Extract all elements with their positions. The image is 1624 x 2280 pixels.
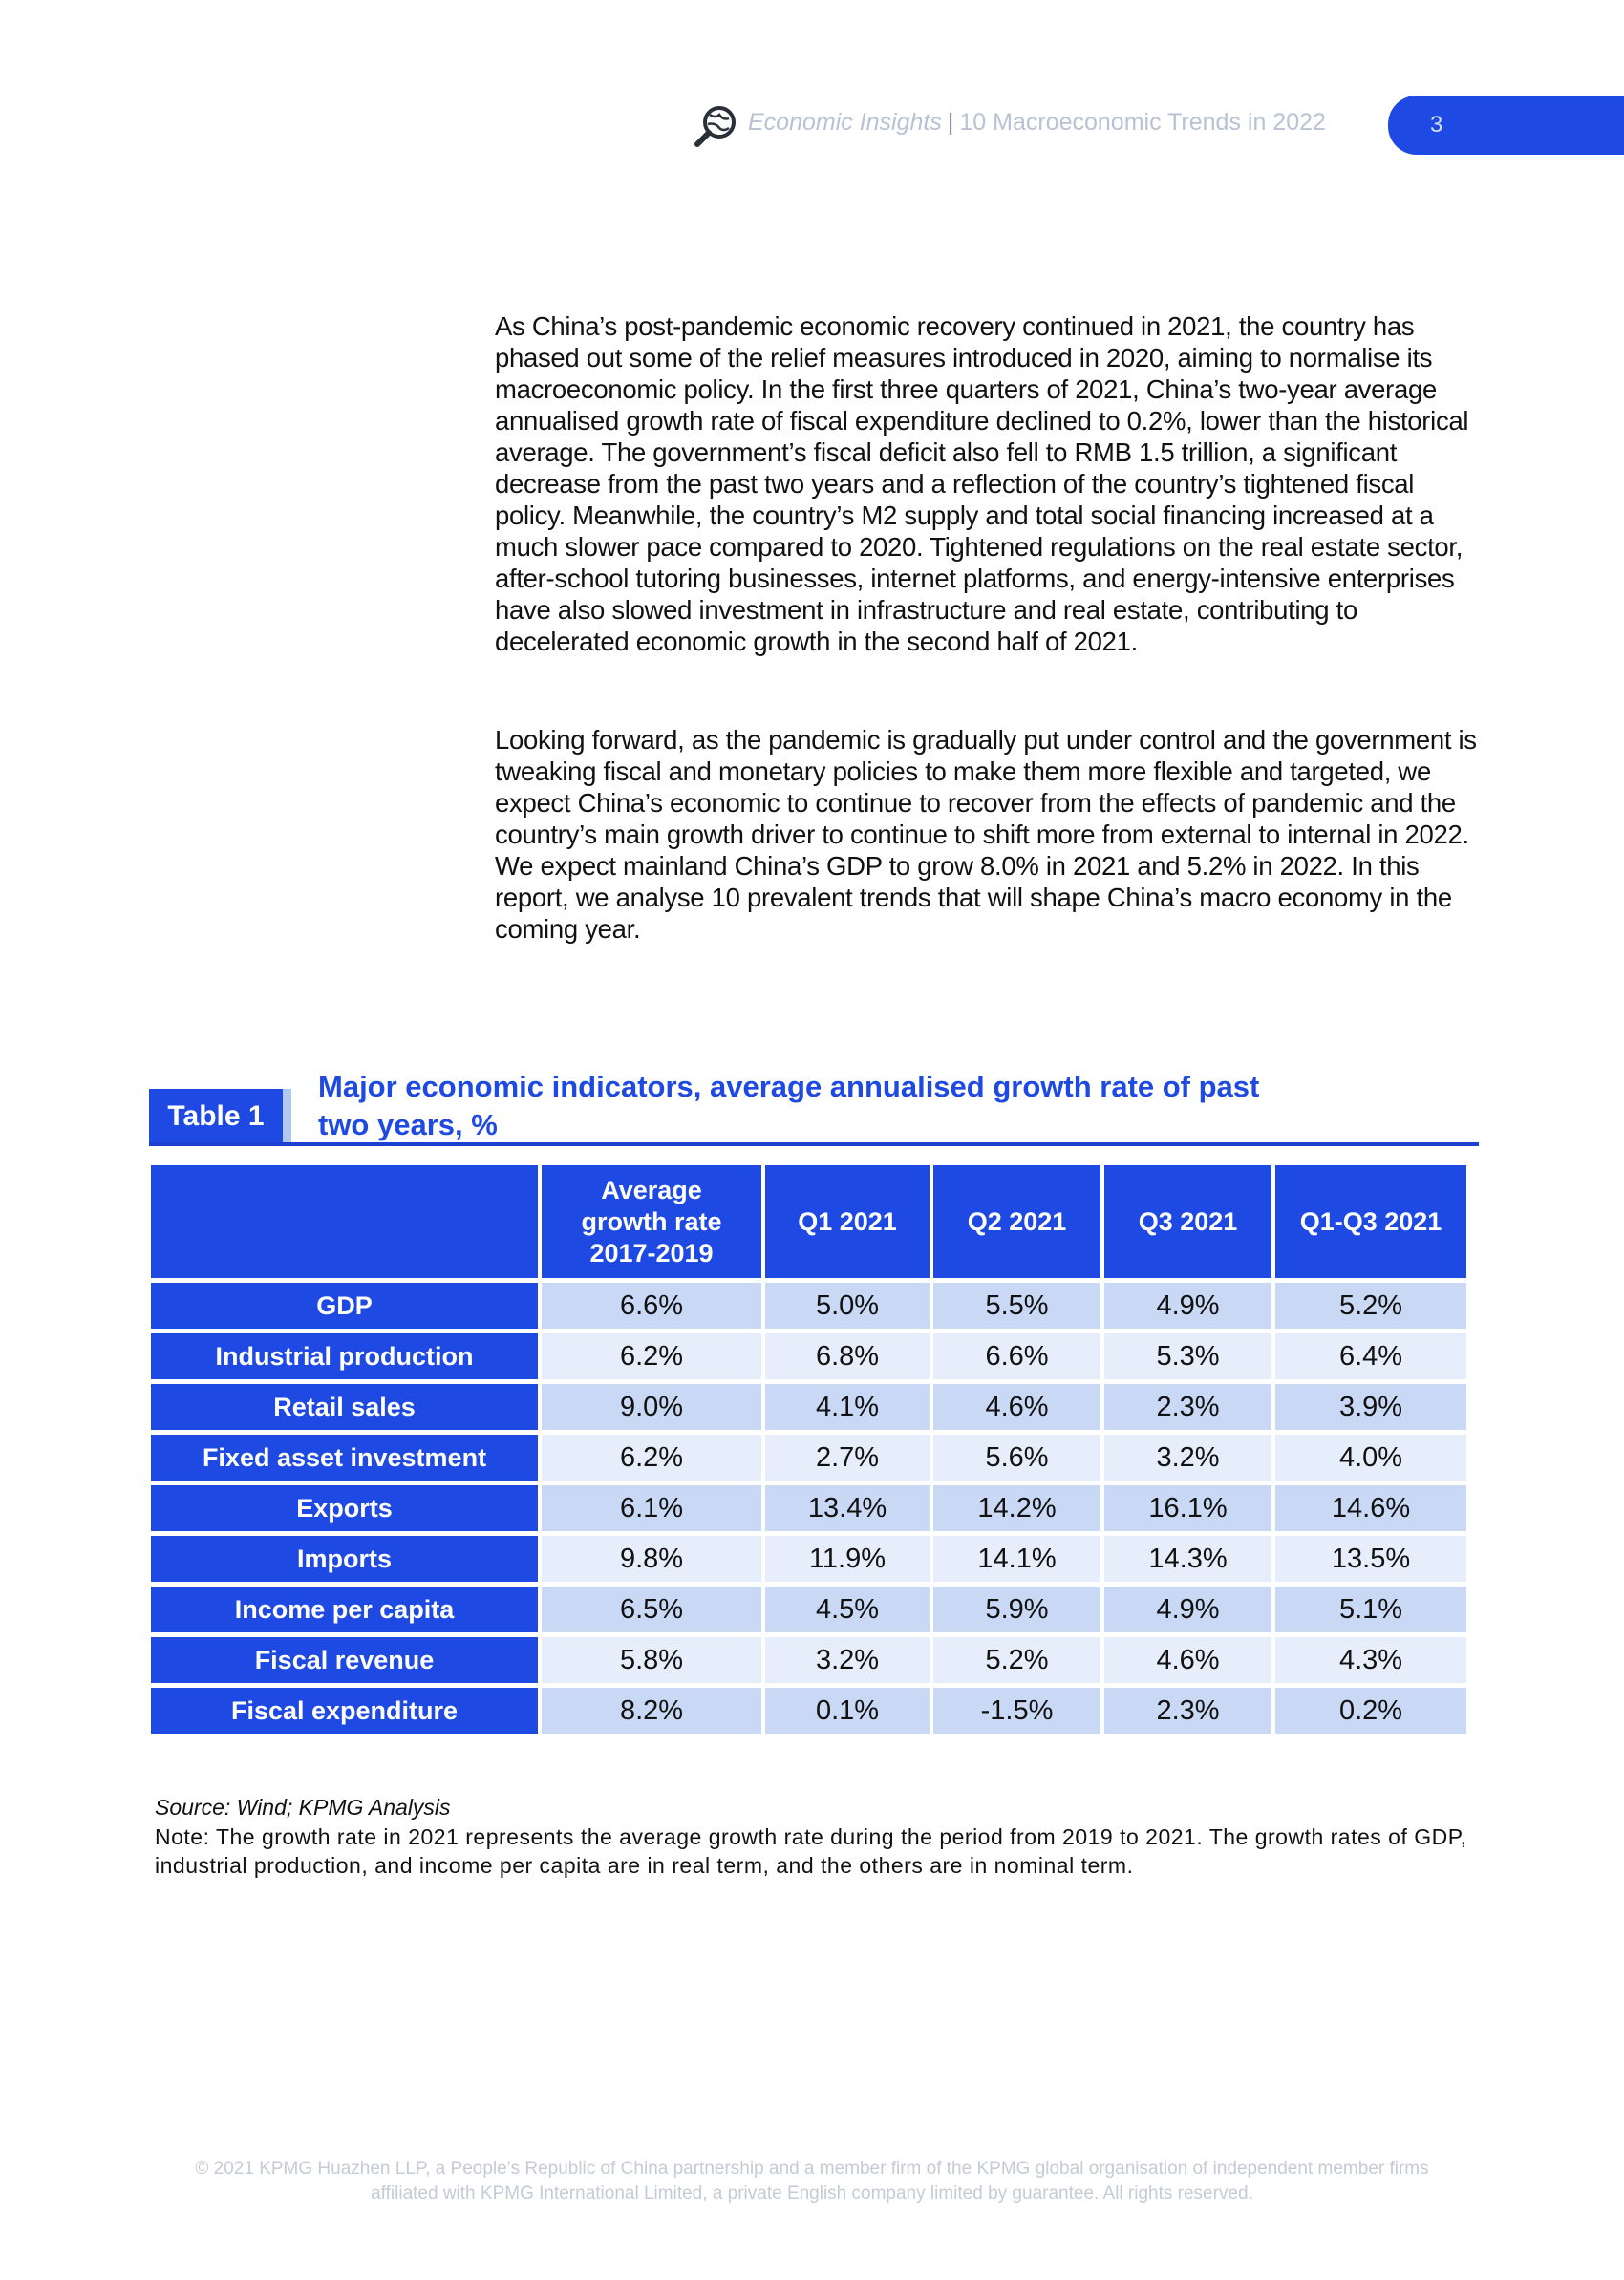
table-cell: 4.6% (1104, 1637, 1271, 1683)
table-cell: 3.2% (765, 1637, 930, 1683)
table-cell: 5.2% (933, 1637, 1100, 1683)
page-header (693, 96, 1624, 155)
table-cell: 0.2% (1275, 1688, 1466, 1734)
table-cell: 5.8% (542, 1637, 761, 1683)
column-header: Q2 2021 (933, 1165, 1100, 1278)
table-cell: 5.6% (933, 1435, 1100, 1481)
publication-name: Economic Insights (748, 109, 942, 136)
magnifier-globe-icon (693, 103, 738, 149)
row-label: Fixed asset investment (151, 1435, 538, 1481)
table-cell: 6.2% (542, 1333, 761, 1379)
column-header: Average growth rate 2017-2019 (542, 1165, 761, 1278)
table-row (151, 1283, 1466, 1329)
table-title: Major economic indicators, average annualised growth rate of past two years, % (318, 1070, 1260, 1141)
table-cell: 5.2% (1275, 1283, 1466, 1329)
table-cell: 6.4% (1275, 1333, 1466, 1379)
table-cell: 16.1% (1104, 1485, 1271, 1531)
table-cell: 0.1% (765, 1688, 930, 1734)
table-header-row (151, 1165, 1466, 1278)
body-paragraph-1: As China’s post-pandemic economic recovery continued in 2021, the country has phased out some of the relief measures introduced in 2020, aiming to normalise its macroeconomic policy. In the first three quarters of 2021, China’s two-year average annualised growth rate of fiscal expenditure declined to 0.2%, lower than the historical average. The government’s fiscal deficit also fell to RMB 1.5 trillion, a significant decrease from the past two years and a reflection of the country’s tightened fiscal policy. Meanwhile, the country’s M2 supply and total social financing increased at a much slower pace compared to 2020. Tightened regulations on the real estate sector, after-school tutoring businesses, internet platforms, and energy-intensive enterprises have also slowed investment in infrastructure and real estate, contributing to decelerated economic growth in the second half of 2021. (495, 311, 1469, 656)
table-cell: 4.1% (765, 1384, 930, 1430)
table-cell: 6.6% (542, 1283, 761, 1329)
table-cell: 9.0% (542, 1384, 761, 1430)
table-cell: 6.6% (933, 1333, 1100, 1379)
table-row (151, 1333, 1466, 1379)
body-paragraph-2: Looking forward, as the pandemic is gradually put under control and the government is tweaking fiscal and monetary policies to make them more flexible and targeted, we expect China’s economic to continue to recover from the effects of pandemic and the country’s main growth driver to continue to shift more from external to internal in 2022. We expect mainland China’s GDP to grow 8.0% in 2021 and 5.2% in 2022. In this report, we analyse 10 prevalent trends that will shape China’s macro economy in the coming year. (495, 725, 1477, 944)
table-cell: 4.9% (1104, 1587, 1271, 1632)
table-row (151, 1688, 1466, 1734)
table-cell: 11.9% (765, 1536, 930, 1582)
table-cell: 2.3% (1104, 1384, 1271, 1430)
table-row (151, 1637, 1466, 1683)
copyright-line-2: affiliated with KPMG International Limited, a private English company limited by guarantee. All rights reserved. (371, 2184, 1253, 2204)
indicators-table (147, 1161, 1470, 1738)
row-label: GDP (151, 1283, 538, 1329)
table-row (151, 1435, 1466, 1481)
table-cell: 4.6% (933, 1384, 1100, 1430)
table-cell: 5.0% (765, 1283, 930, 1329)
copyright-line-1: © 2021 KPMG Huazhen LLP, a People’s Republic of China partnership and a member firm of the KPMG global organisation of independent member firms (195, 2159, 1429, 2179)
row-label: Fiscal revenue (151, 1637, 538, 1683)
table-note: Note: The growth rate in 2021 represents the average growth rate during the period from 2019 to 2021. The growth rates of GDP, industrial production, and income per capita are in real term, and the others are in nominal term. (155, 1824, 1467, 1878)
row-label: Exports (151, 1485, 538, 1531)
table-cell: 14.2% (933, 1485, 1100, 1531)
column-header: Q1-Q3 2021 (1275, 1165, 1466, 1278)
table-cell: 5.1% (1275, 1587, 1466, 1632)
row-label: Retail sales (151, 1384, 538, 1430)
table-row (151, 1587, 1466, 1632)
row-label: Fiscal expenditure (151, 1688, 538, 1734)
row-label: Imports (151, 1536, 538, 1582)
column-header: Q3 2021 (1104, 1165, 1271, 1278)
table-cell: 14.3% (1104, 1536, 1271, 1582)
table-cell: 5.9% (933, 1587, 1100, 1632)
page-number: 3 (1388, 96, 1624, 155)
column-header: Q1 2021 (765, 1165, 930, 1278)
table-cell: 6.1% (542, 1485, 761, 1531)
table-source: Source: Wind; KPMG Analysis (155, 1795, 451, 1820)
table-cell: 2.3% (1104, 1688, 1271, 1734)
report-title: 10 Macroeconomic Trends in 2022 (959, 109, 1326, 136)
table-cell: 6.5% (542, 1587, 761, 1632)
table-cell: 9.8% (542, 1536, 761, 1582)
table-label: Table 1 (149, 1089, 283, 1144)
row-label: Industrial production (151, 1333, 538, 1379)
table-cell: 4.0% (1275, 1435, 1466, 1481)
header-title: Economic Insights | 10 Macroeconomic Trends in 2022 (748, 109, 1326, 136)
table-row (151, 1485, 1466, 1531)
table-row (151, 1384, 1466, 1430)
table-cell: 6.8% (765, 1333, 930, 1379)
table-cell: 5.5% (933, 1283, 1100, 1329)
table-cell: 3.2% (1104, 1435, 1271, 1481)
table-cell: -1.5% (933, 1688, 1100, 1734)
table-cell: 8.2% (542, 1688, 761, 1734)
table-cell: 3.9% (1275, 1384, 1466, 1430)
page-footer (143, 2157, 1481, 2206)
table-cell: 4.9% (1104, 1283, 1271, 1329)
row-label: Income per capita (151, 1587, 538, 1632)
table-cell: 4.3% (1275, 1637, 1466, 1683)
table-cell: 13.5% (1275, 1536, 1466, 1582)
table-cell: 6.2% (542, 1435, 761, 1481)
table-title-rule (149, 1142, 1479, 1146)
table-cell: 5.3% (1104, 1333, 1271, 1379)
table-cell: 14.6% (1275, 1485, 1466, 1531)
column-header (151, 1165, 538, 1278)
table-cell: 2.7% (765, 1435, 930, 1481)
table-row (151, 1536, 1466, 1582)
table-cell: 14.1% (933, 1536, 1100, 1582)
table-cell: 4.5% (765, 1587, 930, 1632)
table-cell: 13.4% (765, 1485, 930, 1531)
